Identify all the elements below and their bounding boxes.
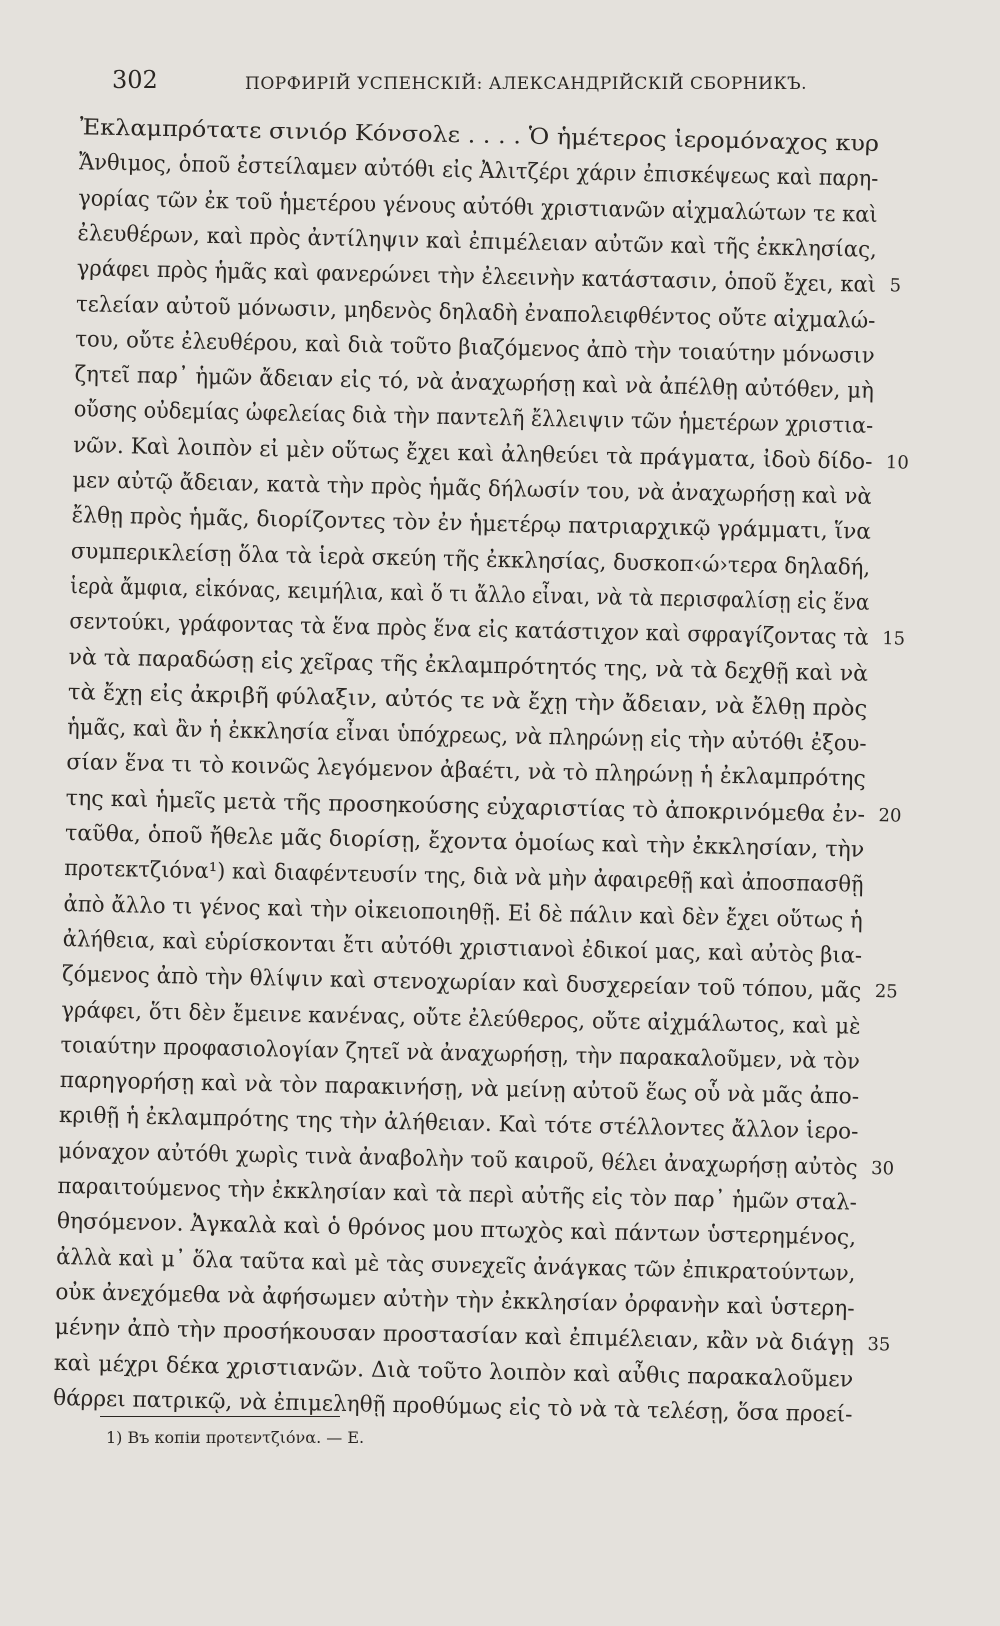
text-line-content: του, οὔτε ἐλευθέρου, καὶ διὰ τοῦτο βιαζόμενος ἀπὸ τὴν τοιαύτην μόνωσιν — [75, 326, 875, 369]
text-line-content: τοιαύτην προφασιολογίαν ζητεῖ νὰ ἀναχωρήσῃ, τὴν παρακαλοῦμεν, νὰ τὸν — [60, 1032, 861, 1075]
text-line-content: ζόμενος ἀπὸ τὴν θλίψιν καὶ στενοχωρίαν καὶ δυσχερείαν τοῦ τόπου, μᾶς — [61, 962, 862, 1004]
text-line-content: ἀπὸ ἄλλο τι γένος καὶ τὴν οἰκειοποιηθῇ. Εἰ δὲ πάλιν καὶ δὲν ἔχει οὕτως ἡ — [63, 891, 864, 934]
text-line-content: οὔσης οὐδεμίας ὠφελείας διὰ τὴν παντελῆ ἔλλειψιν τῶν ἡμετέρων χριστια- — [73, 397, 874, 440]
text-line-content: ζητεῖ παρ᾽ ἡμῶν ἄδειαν εἰς τό, νὰ ἀναχωρήσῃ καὶ νὰ ἀπέλθῃ αὐτόθεν, μὴ — [74, 362, 875, 404]
text-line-content: σίαν ἕνα τι τὸ κοινῶς λεγόμενον ἀβαέτι, νὰ τὸ πληρώνῃ ἡ ἐκλαμπρότης — [66, 750, 866, 793]
line-number: 25 — [874, 981, 898, 1003]
text-line-content: μένην ἀπὸ τὴν προσήκουσαν προστασίαν καὶ ἐπιμέλειαν, κἂν νὰ διάγῃ — [54, 1315, 855, 1357]
footnote: 1) Въ копіи προτεντζιόνα. — Е. — [106, 1428, 365, 1447]
text-line-content: Ἄνθιμος, ὁποῦ ἐστείλαμεν αὐτόθι εἰς Ἀλιτζέρι χάριν ἐπισκέψεως καὶ παρη- — [78, 150, 879, 193]
text-line-content: θάρρει πατρικῷ, νὰ ἐπιμεληθῇ προθύμως εἰς τὸ νὰ τὰ τελέσῃ, ὅσα προεί- — [52, 1385, 853, 1428]
text-line-content: ἐλευθέρων, καὶ πρὸς ἀντίληψιν καὶ ἐπιμέλειαν αὐτῶν καὶ τῆς ἐκκλησίας, — [77, 221, 878, 263]
footnote-rule — [100, 1416, 340, 1417]
text-line-content: καὶ μέχρι δέκα χριστιανῶν. Διὰ τοῦτο λοιπὸν καὶ αὖθις παρακαλοῦμεν — [53, 1350, 854, 1393]
text-line-content: νῶν. Καὶ λοιπὸν εἰ μὲν οὕτως ἔχει καὶ ἀληθεύει τὰ πράγματα, ἰδοὺ δίδο- — [72, 432, 873, 475]
text-line-content: γράφει, ὅτι δὲν ἔμεινε κανένας, οὔτε ἐλεύθερος, οὔτε αἰχμάλωτος, καὶ μὲ — [61, 997, 861, 1040]
text-line-content: σεντούκι, γράφοντας τὰ ἕνα πρὸς ἕνα εἰς κατάστιχον καὶ σφραγίζοντας τὰ — [69, 609, 869, 652]
text-line-content: μεν αὐτῷ ἄδειαν, κατὰ τὴν πρὸς ἡμᾶς δήλωσίν του, νὰ ἀναχωρήσῃ καὶ νὰ — [72, 468, 872, 510]
text-line-content: οὐκ ἀνεχόμεθα νὰ ἀφήσωμεν αὐτὴν τὴν ἐκκλησίαν ὀρφανὴν καὶ ὑστερη- — [55, 1279, 855, 1322]
line-number: 10 — [885, 451, 910, 474]
text-line-content: ἀλλὰ καὶ μ᾽ ὅλα ταῦτα καὶ μὲ τὰς συνεχεῖς ἀνάγκας τῶν ἐπικρατούντων, — [55, 1244, 856, 1287]
running-head: ПОРФИРІЙ УСПЕНСКІЙ: АЛЕКСАНДРІЙСКІЙ СБОРНИКЪ. — [245, 74, 808, 94]
page-number: 302 — [112, 66, 158, 94]
text-line-content: παρηγορήσῃ καὶ νὰ τὸν παρακινήσῃ, νὰ μείνῃ αὐτοῦ ἕως οὗ νὰ μᾶς ἀπο- — [59, 1068, 860, 1110]
text-line-content: Ἐκλαμπρότατε σινιόρ Κόνσολε . . . . Ὁ ἡμέτερος ἱερομόναχος κυρ — [79, 115, 880, 157]
text-line-content: κριθῇ ἡ ἐκλαμπρότης της τὴν ἀλήθειαν. Καὶ τότε στέλλοντες ἄλλον ἱερο- — [58, 1103, 859, 1146]
line-number: 15 — [881, 628, 906, 650]
text-line-content: τελείαν αὐτοῦ μόνωσιν, μηδενὸς δηλαδὴ ἐναπολειφθέντος οὔτε αἰχμαλώ- — [75, 291, 876, 334]
text-line-content: της καὶ ἡμεῖς μετὰ τῆς προσηκούσης εὐχαριστίας τὸ ἀποκρινόμεθα ἐν- — [65, 785, 866, 828]
text-line-content: ταῦθα, ὁποῦ ἤθελε μᾶς διορίσῃ, ἔχοντα ὁμοίως καὶ τὴν ἐκκλησίαν, τὴν — [64, 821, 865, 863]
text-line-content: παραιτούμενος τὴν ἐκκλησίαν καὶ τὰ περὶ αὐτῆς εἰς τὸν παρ᾽ ἡμῶν σταλ- — [57, 1173, 858, 1216]
text-line-content: τὰ ἔχῃ εἰς ἀκριβῆ φύλαξιν, αὐτός τε νὰ ἔχῃ τὴν ἄδειαν, νὰ ἔλθῃ πρὸς — [67, 679, 868, 722]
line-number: 35 — [867, 1334, 891, 1356]
text-line-content: γράφει πρὸς ἡμᾶς καὶ φανερώνει τὴν ἐλεεινὴν κατάστασιν, ὁποῦ ἔχει, καὶ — [76, 256, 877, 299]
text-line-content: ἱερὰ ἄμφια, εἰκόνας, κειμήλια, καὶ ὅ τι ἄλλο εἶναι, νὰ τὰ περισφαλίσῃ εἰς ἕνα — [69, 573, 870, 616]
text-line-content: γορίας τῶν ἐκ τοῦ ἡμετέρου γένους αὐτόθι χριστιανῶν αἰχμαλώτων τε καὶ — [78, 185, 878, 228]
text-line-content: μόναχον αὐτόθι χωρὶς τινὰ ἀναβολὴν τοῦ καιροῦ, θέλει ἀναχωρήσῃ αὐτὸς — [58, 1138, 858, 1181]
text-line-content: προτεκτζιόνα¹) καὶ διαφέντευσίν της, διὰ νὰ μὴν ἀφαιρεθῇ καὶ ἀποσπασθῇ — [63, 856, 864, 899]
text-line-content: θησόμενον. Ἀγκαλὰ καὶ ὁ θρόνος μου πτωχὸς καὶ πάντων ὑστερημένος, — [56, 1209, 857, 1251]
line-number: 5 — [889, 275, 902, 297]
text-line-content: συμπερικλείσῃ ὅλα τὰ ἱερὰ σκεύη τῆς ἐκκλησίας, δυσκοπ‹ώ›τερα δηλαδή, — [70, 538, 871, 581]
text-line-content: ἀλήθεια, καὶ εὑρίσκονται ἔτι αὐτόθι χριστιανοὶ ἐδικοί μας, καὶ αὐτὸς βια- — [62, 926, 863, 969]
text-line-content: ἔλθῃ πρὸς ἡμᾶς, διορίζοντες τὸν ἐν ἡμετέρῳ πατριαρχικῷ γράμματι, ἵνα — [71, 503, 872, 546]
text-line-content: νὰ τὰ παραδώσῃ εἰς χεῖρας τῆς ἐκλαμπρότητός της, νὰ τὰ δεχθῇ καὶ νὰ — [68, 644, 869, 687]
line-number: 30 — [870, 1157, 895, 1180]
text-line-content: ἡμᾶς, καὶ ἂν ἡ ἐκκλησία εἶναι ὑπόχρεως, νὰ πληρώνῃ εἰς τὴν αὐτόθι ἐξου- — [66, 715, 867, 757]
line-number: 20 — [878, 804, 902, 827]
